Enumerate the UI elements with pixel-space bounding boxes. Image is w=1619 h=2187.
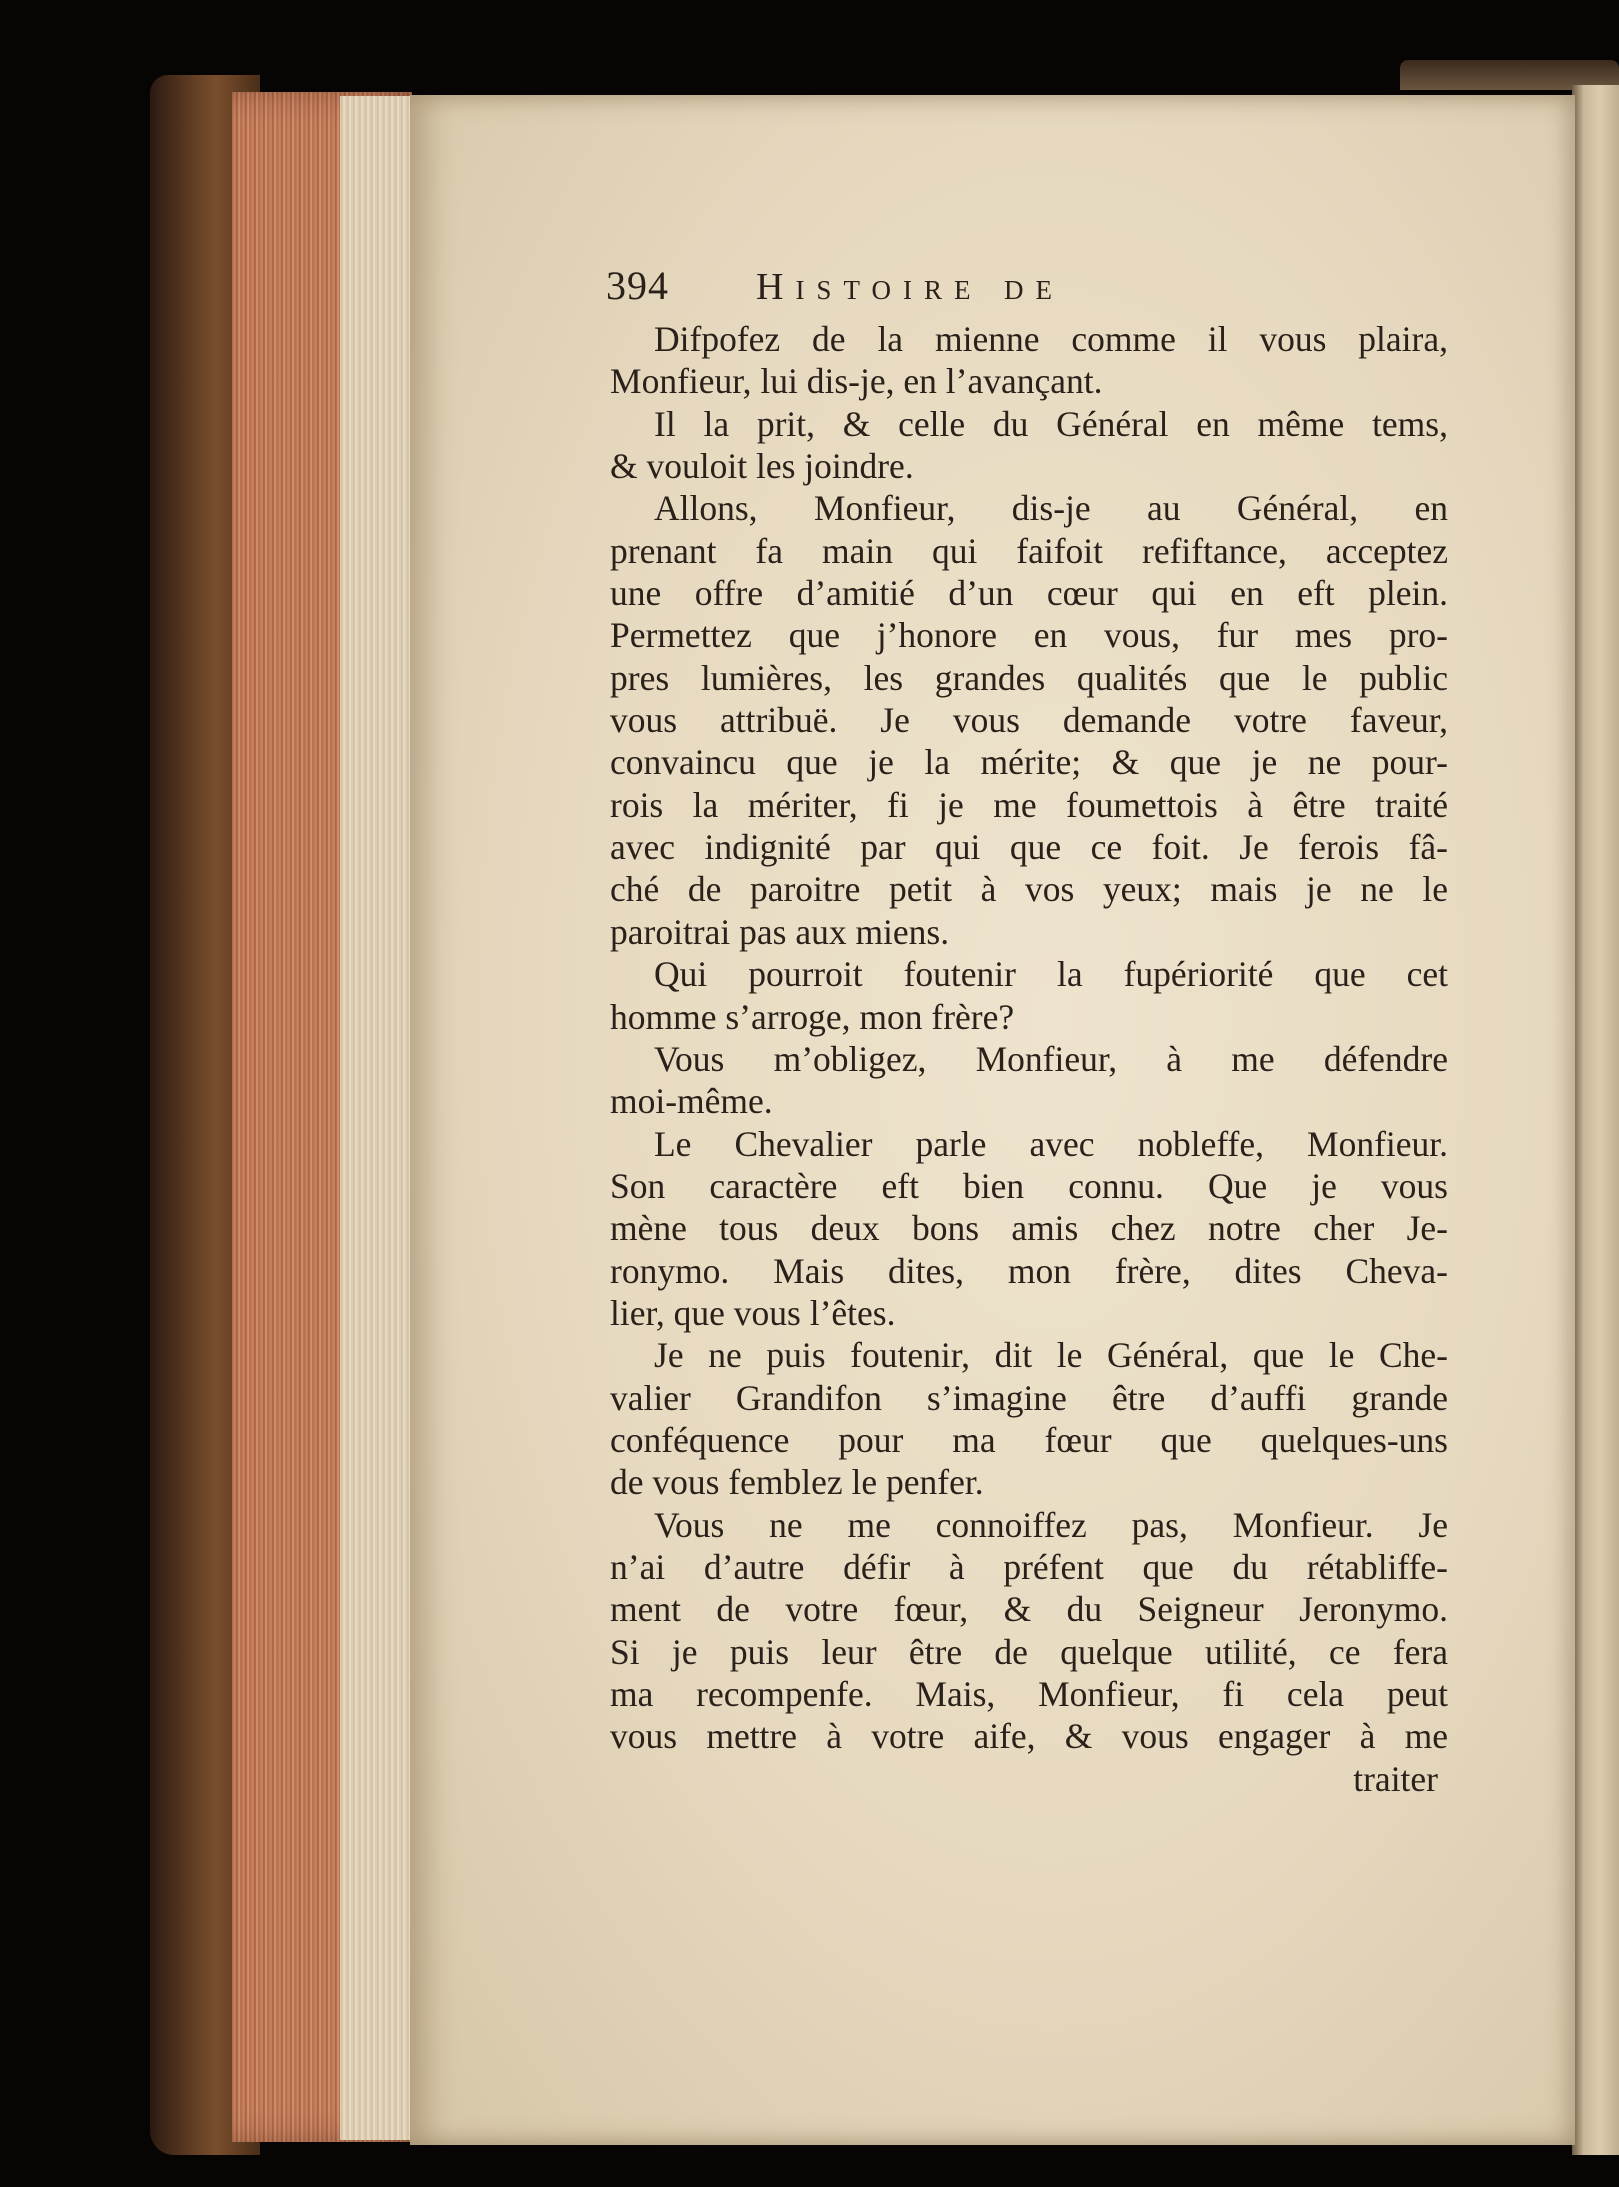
text-line: valier Grandifon s’imagine être d’auffi grande [610, 1377, 1448, 1418]
text-line: rois la mériter, fi je me foumettois à être traité [610, 784, 1448, 825]
text-line: conféquence pour ma fœur que quelques-uns [610, 1419, 1448, 1460]
body-text [610, 318, 1448, 1758]
catchword: traiter [1353, 1758, 1438, 1799]
text-line: avec indignité par qui que ce foit. Je ferois fâ- [610, 827, 1448, 868]
page-text-block [606, 262, 1448, 1800]
running-head-title: Histoire de [756, 266, 1064, 308]
page-number: 394 [606, 263, 669, 308]
text-line: vous mettre à votre aife, & vous engager à me [610, 1716, 1448, 1757]
text-line: Qui pourroit foutenir la fupériorité que cet [654, 954, 1448, 995]
text-line: & vouloit les joindre. [610, 446, 914, 487]
text-line: de vous femblez le penfer. [610, 1462, 984, 1503]
text-line: Il la prit, & celle du Général en même tems, [654, 403, 1448, 444]
text-line: ché de paroitre petit à vos yeux; mais je ne le [610, 869, 1448, 910]
text-line: ronymo. Mais dites, mon frère, dites Cheva- [610, 1250, 1448, 1291]
text-line: Difpofez de la mienne comme il vous plaira, [654, 319, 1448, 359]
text-line: Permettez que j’honore en vous, fur mes pro- [610, 615, 1448, 656]
text-line: Vous m’obligez, Monfieur, à me défendre [654, 1038, 1448, 1079]
facing-page-sliver [1572, 85, 1619, 2155]
text-line: convaincu que je la mérite; & que je ne pour- [610, 742, 1448, 783]
text-line: n’ai d’autre défir à préfent que du rétabliffe- [610, 1546, 1448, 1587]
text-line: Le Chevalier parle avec nobleffe, Monfieur. [654, 1123, 1448, 1164]
page-block-inner-edge [340, 96, 420, 2140]
text-line: homme s’arroge, mon frère? [610, 996, 1015, 1037]
text-line: Monfieur, lui dis-je, en l’avançant. [610, 361, 1103, 402]
text-line: lier, que vous l’êtes. [610, 1292, 896, 1333]
text-line: Son caractère eft bien connu. Que je vous [610, 1165, 1448, 1206]
running-head [606, 262, 1448, 318]
text-line: Je ne puis foutenir, dit le Général, que le Che- [654, 1335, 1448, 1376]
text-line: mène tous deux bons amis chez notre cher Je- [610, 1208, 1448, 1249]
text-line: Si je puis leur être de quelque utilité, ce fera [610, 1631, 1448, 1672]
text-line: ma recompenfe. Mais, Monfieur, fi cela peut [610, 1674, 1448, 1714]
text-line: Vous ne me connoiffez pas, Monfieur. Je [654, 1504, 1448, 1545]
text-line: Allons, Monfieur, dis-je au Général, en [654, 488, 1448, 529]
text-line: moi-même. [610, 1081, 773, 1122]
text-line: paroitrai pas aux miens. [610, 911, 950, 952]
text-line: vous attribuë. Je vous demande votre faveur, [610, 700, 1448, 741]
text-line: pres lumières, les grandes qualités que le public [610, 657, 1448, 698]
text-line: une offre d’amitié d’un cœur qui en eft plein. [610, 573, 1448, 614]
text-line: prenant fa main qui faifoit refiftance, acceptez [610, 530, 1448, 571]
text-line: ment de votre fœur, & du Seigneur Jeronymo. [610, 1589, 1448, 1630]
